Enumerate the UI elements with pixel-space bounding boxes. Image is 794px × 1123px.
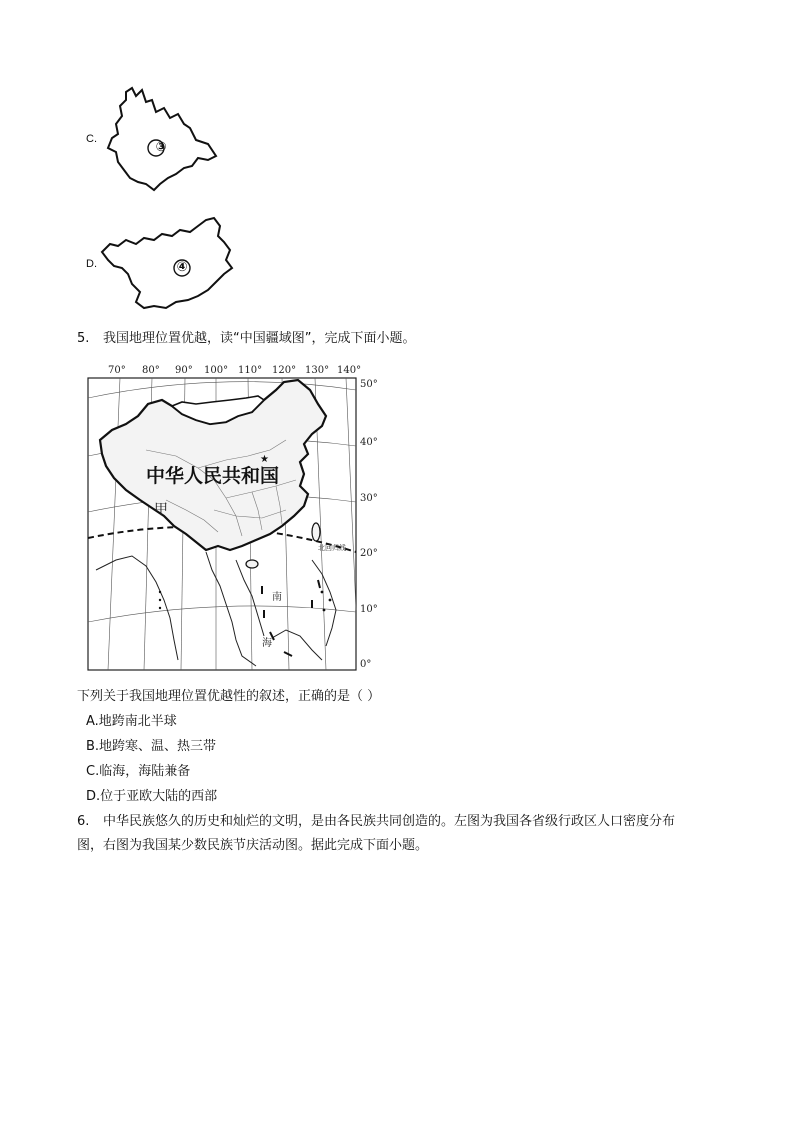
choice-d[interactable]: D.位于亚欧大陆的西部 bbox=[86, 789, 218, 804]
china-territory-map bbox=[86, 360, 386, 674]
lon-tick: 90° bbox=[175, 365, 193, 376]
option-c-letter: C. bbox=[86, 133, 97, 145]
question-6-line-1: 中华民族悠久的历史和灿烂的文明，是由各民族共同创造的。左图为我国各省级行政区人口密度分布 bbox=[103, 814, 676, 829]
question-6-number: 6. bbox=[77, 814, 90, 829]
lat-tick: 30° bbox=[360, 493, 378, 504]
question-6-line-2: 图，右图为我国某少数民族节庆活动图。据此完成下面小题。 bbox=[77, 838, 429, 853]
option-d-letter: D. bbox=[86, 258, 97, 270]
option-d-province-map bbox=[96, 212, 241, 316]
option-c-mark: ③ bbox=[155, 140, 167, 155]
lon-tick: 110° bbox=[238, 365, 263, 376]
hai-label: 海 bbox=[262, 638, 272, 649]
choice-a[interactable]: A.地跨南北半球 bbox=[86, 714, 177, 729]
province-outline-c bbox=[108, 88, 216, 190]
nan-label: 南 bbox=[272, 592, 282, 603]
lat-tick: 50° bbox=[360, 379, 378, 390]
lon-tick: 80° bbox=[142, 365, 160, 376]
jia-label: 甲 bbox=[154, 502, 168, 518]
lon-tick: 130° bbox=[305, 365, 330, 376]
question-5-stem: 我国地理位置优越，读“中国疆域图”，完成下面小题。 bbox=[103, 331, 416, 346]
lon-tick: 140° bbox=[337, 365, 362, 376]
question-5-number: 5. bbox=[77, 331, 90, 346]
option-d-mark: ④ bbox=[176, 260, 188, 275]
capital-star-icon: ★ bbox=[260, 454, 269, 465]
lat-tick: 40° bbox=[360, 437, 378, 448]
lat-tick: 20° bbox=[360, 548, 378, 559]
lat-tick: 0° bbox=[360, 659, 372, 670]
lat-tick: 10° bbox=[360, 604, 378, 615]
taiwan-island bbox=[312, 523, 320, 541]
lon-tick: 120° bbox=[272, 365, 297, 376]
choice-c[interactable]: C.临海，海陆兼备 bbox=[86, 764, 191, 779]
hainan-island bbox=[246, 560, 258, 568]
lon-tick: 100° bbox=[204, 365, 229, 376]
tropic-label: 北回归线 bbox=[318, 544, 346, 552]
lon-tick: 70° bbox=[108, 365, 126, 376]
choice-b[interactable]: B.地跨寒、温、热三带 bbox=[86, 739, 217, 754]
country-label: 中华人民共和国 bbox=[146, 465, 280, 487]
province-outline-d bbox=[102, 218, 232, 308]
question-5-prompt: 下列关于我国地理位置优越性的叙述，正确的是（ ） bbox=[77, 689, 381, 704]
